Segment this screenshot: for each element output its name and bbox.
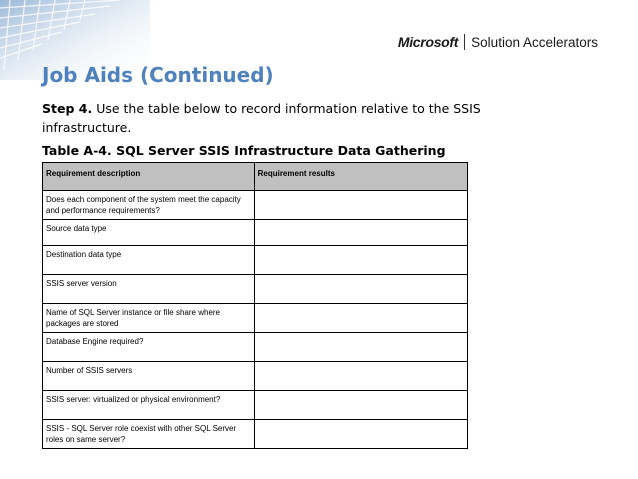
requirement-description-cell: SSIS server: virtualized or physical environment?	[43, 391, 255, 420]
brand-product-name: Solution Accelerators	[471, 34, 598, 50]
requirement-description-cell: Source data type	[43, 220, 255, 246]
requirement-result-cell[interactable]	[254, 220, 467, 246]
requirement-result-cell[interactable]	[254, 191, 467, 220]
brand-divider	[464, 34, 465, 50]
table-header-row	[43, 163, 468, 191]
requirement-result-cell[interactable]	[254, 275, 467, 304]
requirement-description-cell: SSIS - SQL Server role coexist with other SQL Server roles on same server?	[43, 420, 255, 449]
requirement-description-cell: Destination data type	[43, 246, 255, 275]
requirement-description-cell: Name of SQL Server instance or file share where packages are stored	[43, 304, 255, 333]
table-row	[43, 391, 468, 420]
table-row	[43, 220, 468, 246]
table-caption: Table A-4. SQL Server SSIS Infrastructure Data Gathering	[42, 143, 446, 158]
requirement-result-cell[interactable]	[254, 362, 467, 391]
table-row	[43, 191, 468, 220]
header-requirement-results: Requirement results	[254, 163, 467, 191]
requirement-description-cell: Does each component of the system meet the capacity and performance requirements?	[43, 191, 255, 220]
step-instruction	[42, 99, 512, 137]
microsoft-logo: Microsoft	[397, 34, 459, 50]
table-row	[43, 362, 468, 391]
header-requirement-description: Requirement description	[43, 163, 255, 191]
step-text: Use the table below to record information relative to the SSIS infrastructure.	[42, 101, 481, 135]
table-row	[43, 275, 468, 304]
requirement-description-cell: Number of SSIS servers	[43, 362, 255, 391]
table-row	[43, 304, 468, 333]
requirement-result-cell[interactable]	[254, 420, 467, 449]
table-row	[43, 246, 468, 275]
requirement-result-cell[interactable]	[254, 391, 467, 420]
brand-lockup	[398, 33, 598, 51]
table-row	[43, 420, 468, 449]
requirement-description-cell: Database Engine required?	[43, 333, 255, 362]
requirement-result-cell[interactable]	[254, 304, 467, 333]
requirement-result-cell[interactable]	[254, 246, 467, 275]
page-title: Job Aids (Continued)	[42, 63, 274, 87]
step-label: Step 4.	[42, 101, 93, 116]
requirements-table	[42, 162, 468, 449]
requirement-result-cell[interactable]	[254, 333, 467, 362]
table-row	[43, 333, 468, 362]
requirement-description-cell: SSIS server version	[43, 275, 255, 304]
